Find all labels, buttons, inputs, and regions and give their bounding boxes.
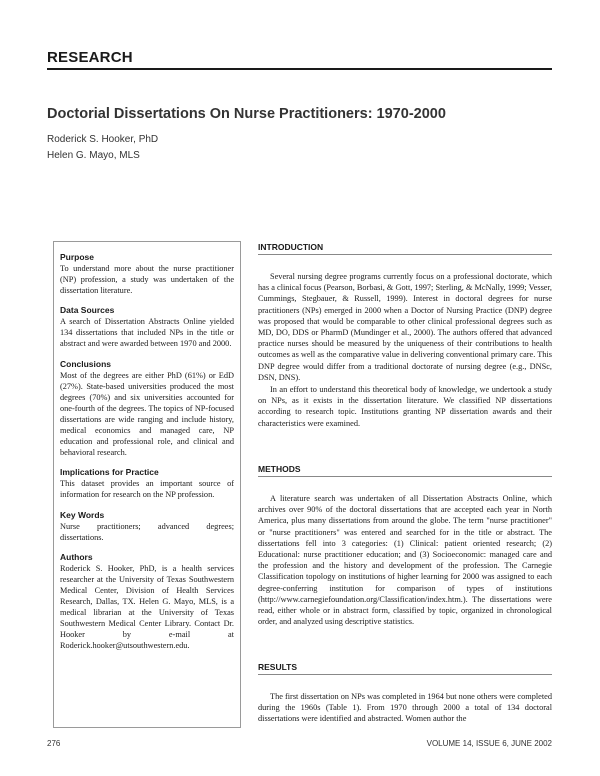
section-heading: RESULTS (258, 662, 552, 675)
body-paragraph: The first dissertation on NPs was completed in 1964 but none others were completed during the 1960s (Table 1). From 1970 through 2000 a total of 134 doctoral dissertations were identified and abstracted. Women author the (258, 692, 552, 724)
abstract-conclusions (60, 359, 234, 459)
main-column (258, 242, 552, 724)
page-number: 276 (47, 739, 61, 748)
abstract-text: This dataset provides an important source of information for research on the NP profession. (60, 479, 234, 500)
body-paragraph: Several nursing degree programs currently focus on a professional doctorate, which has a clinical focus (Pearson, Borbasi, & Gott, 1997; Sterling, & McNally, 1999; Vesser, Cummings, Stegbauer, & Russell, 1999). Interest in doctoral degrees for nurse practitioners (NPs) emerged in 2000 when a Doctor of Nursing Practice (DNP) degree was proposed that would be comparable to other clinical professional degrees such as MD, DO, DDS or PharmD (Mundinger et al., 2000). The authors offered that advanced practice nurses should be measured by the uniqueness of their contributions to health outcomes as well as the comparative value in delivering conventional primary care. This DNP degree would differ from a traditional doctorate of nursing degree (e.g., DNSc, DSN, DNS). (258, 272, 552, 382)
section-rule (47, 68, 552, 70)
abstract-data-sources (60, 305, 234, 349)
abstract-heading: Implications for Practice (60, 467, 159, 478)
author-list (47, 132, 158, 164)
body-paragraph: A literature search was undertaken of all Dissertation Abstracts Online, which archives over 90% of the doctoral dissertations that are accepted each year in North America, plus many dissertations from around the globe. The term "nurse practitioner" or "nurse practitioners" was entered and searched for in the title or abstract. The dissertations fell into 3 categories: (1) Clinical: patient oriented research; (2) Educational: nurse practitioner education; and (3) Socioeconomic: managed care and the profession and the history and development of the profession. The Carnegie Classification topology on institutions of higher learning for 2000 was assigned to each degree-conferring institution for comparison of types of institutions (http://www.carnegiefoundation.org/Classification/index.htm.). The dissertations were read, either whole or in abstract form, classified by topic, organized in chronological order, and analyzed using descriptive statistics. (258, 494, 552, 627)
section-heading: METHODS (258, 464, 552, 477)
section-heading: INTRODUCTION (258, 242, 552, 255)
abstract-heading: Purpose (60, 252, 95, 262)
abstract-implications (60, 467, 234, 500)
abstract-key-words (60, 510, 234, 543)
article-title: Doctorial Dissertations On Nurse Practitioners: 1970-2000 (47, 106, 446, 122)
abstract-text: Most of the degrees are either PhD (61%) or EdD (27%). State-based universities produced the most degrees (70%) and six universities accounted for one-fourth of the degrees. The topics of NP-focused dissertations are wide ranging and include history, medical economics and managed care, NP education and professional role, and clinical and behavioral research. (60, 370, 234, 458)
introduction-section (258, 242, 552, 429)
abstract-heading: Authors (60, 551, 93, 562)
author-name: Helen G. Mayo, MLS (47, 150, 140, 161)
abstract-text: A search of Dissertation Abstracts Online yielded 134 dissertations that included NPs in the title or abstract and were awarded between 1970 and 2000. (60, 317, 234, 349)
abstract-authors (60, 552, 234, 652)
abstract-purpose (60, 252, 234, 296)
abstract-text: Nurse practitioners; advanced degrees; dissertations. (60, 521, 234, 542)
abstract-heading: Key Words (60, 509, 105, 520)
section-label: RESEARCH (47, 49, 133, 66)
abstract-box (53, 241, 241, 728)
author-name: Roderick S. Hooker, PhD (47, 134, 159, 145)
abstract-text: To understand more about the nurse practitioner (NP) profession, a study was undertaken of the dissertation literature. (60, 264, 234, 296)
abstract-text: Roderick S. Hooker, PhD, is a health services researcher at the University of Texas Southwestern Medical Center, Division of Health Services Research, Dallas, TX. Helen G. Mayo, MLS, is a medical librarian at the University of Texas Southwestern Medical Center Library. Contact Dr. Hooker by e-mail at Roderick.hooker@utsouthwestern.edu. (60, 563, 234, 651)
body-paragraph: In an effort to understand this theoretical body of knowledge, we undertook a study on NPs, as it exists in the dissertation literature. We classified NP dissertations according to research topic. Institutions granting NP dissertation awards and their characteristics were examined. (258, 385, 552, 428)
journal-issue-info: VOLUME 14, ISSUE 6, JUNE 2002 (426, 739, 552, 748)
results-section (258, 662, 552, 725)
methods-section (258, 464, 552, 627)
abstract-heading: Conclusions (60, 358, 112, 369)
abstract-heading: Data Sources (60, 305, 115, 316)
